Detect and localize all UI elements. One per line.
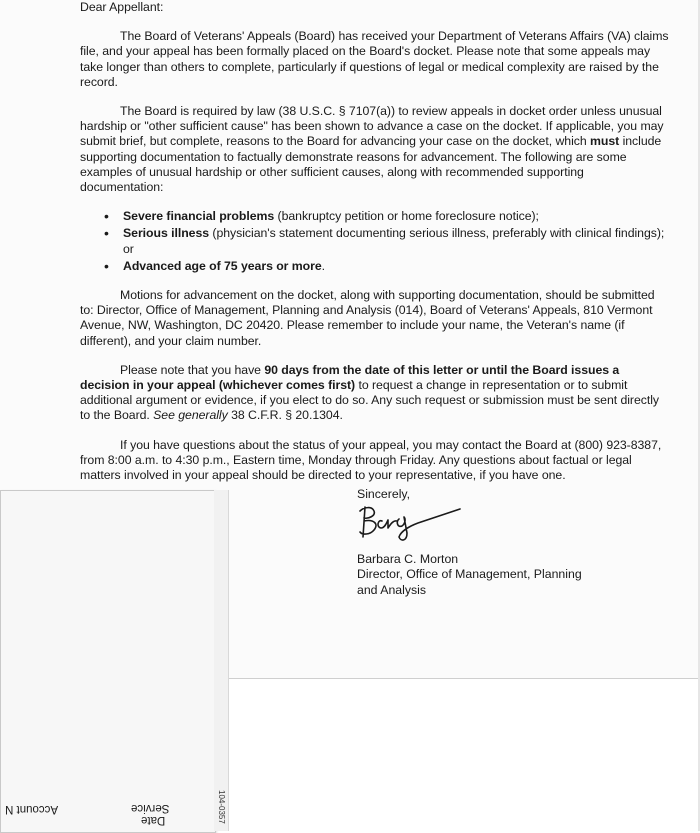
p4-citation-signal: See generally — [153, 408, 228, 423]
paragraph-deadline — [80, 363, 670, 424]
overlapping-form-slip — [0, 490, 216, 833]
greeting: Dear Appellant: — [80, 0, 164, 14]
p2-text-b: include supporting documentation to factually demonstrate reasons for advancement. The following are some examples of unusual hardship or other sufficient causes, along with recommended supporting documentation: — [80, 134, 662, 195]
slip-margin-strip — [214, 490, 229, 831]
p4-text-c: 38 C.F.R. § 20.1304. — [227, 408, 343, 423]
signatory-block — [357, 552, 582, 598]
hardship-list — [80, 209, 670, 274]
paragraph-docket-order — [80, 104, 670, 195]
signatory-title-line1: Director, Office of Management, Planning — [357, 567, 582, 582]
p2-text-a: The Board is required by law (38 U.S.C. § 7107(a)) to review appeals in docket order unless unusual hardship or "other sufficient cause" has been shown to advance a case on the docket. If applicable, you may submit brief, but complete, reasons to the Board for advancing your case on the docket, which — [80, 104, 664, 149]
paragraph-receipt: The Board of Veterans' Appeals (Board) has received your Department of Veterans Affairs (VA) claims file, and your appeal has been formally placed on the Board's docket. Please note that some appeals may take longer than others to complete, particularly if questions of legal or medical complexity are raised by the record. — [80, 29, 669, 89]
list-item — [80, 259, 670, 274]
signatory-name: Barbara C. Morton — [357, 552, 459, 566]
paragraph-contact: If you have questions about the status of your appeal, you may contact the Board at (800) 923-8387, from 8:00 a.m. to 4:30 p.m., Eastern time, Monday through Friday. Any questions about factual or legal matters involved in your appeal should be directed to your representative, if you have one. — [80, 437, 662, 483]
closing: Sincerely, — [357, 487, 411, 501]
p4-text-b: to request a change in representation or to submit additional argument or evidence, if you elect to do so. Any such request or submission must be sent directly to the Board. — [80, 378, 660, 423]
hardship-bold: Serious illness — [123, 226, 210, 241]
hardship-bold: Severe financial problems — [123, 209, 275, 224]
slip-account-label: Account N — [5, 803, 59, 815]
signatory-title-line2: and Analysis — [357, 582, 427, 597]
hardship-text: . — [321, 258, 326, 273]
hardship-text: (physician's statement documenting serious illness, preferably with clinical findings); or — [123, 226, 665, 256]
slip-form-code: 104-0357 — [217, 790, 226, 824]
letter-body — [80, 0, 670, 497]
p2-emphasis: must — [590, 134, 620, 149]
handwritten-signature-icon — [352, 497, 467, 545]
hardship-text: (bankruptcy petition or home foreclosure notice); — [274, 209, 539, 224]
slip-date-label: Date — [141, 814, 166, 826]
slip-service-label: Service — [131, 802, 170, 814]
list-item — [80, 226, 670, 256]
hardship-bold: Advanced age of 75 years or more — [123, 258, 322, 273]
p4-text-a: Please note that you have — [120, 362, 265, 377]
paragraph-motions: Motions for advancement on the docket, along with supporting documentation, should be submitted to: Director, Office of Management, Planning and Analysis (014), Board of Veterans' Appeals, 810 Vermont Avenue, NW, Washington, DC 20420. Please remember to include your name, the Veteran's name (if different), and your claim number. — [80, 288, 655, 348]
p4-emphasis: 90 days from the date of this letter or until the Board issues a decision in your appeal (whichever comes first) — [80, 362, 620, 393]
list-item — [80, 209, 670, 224]
